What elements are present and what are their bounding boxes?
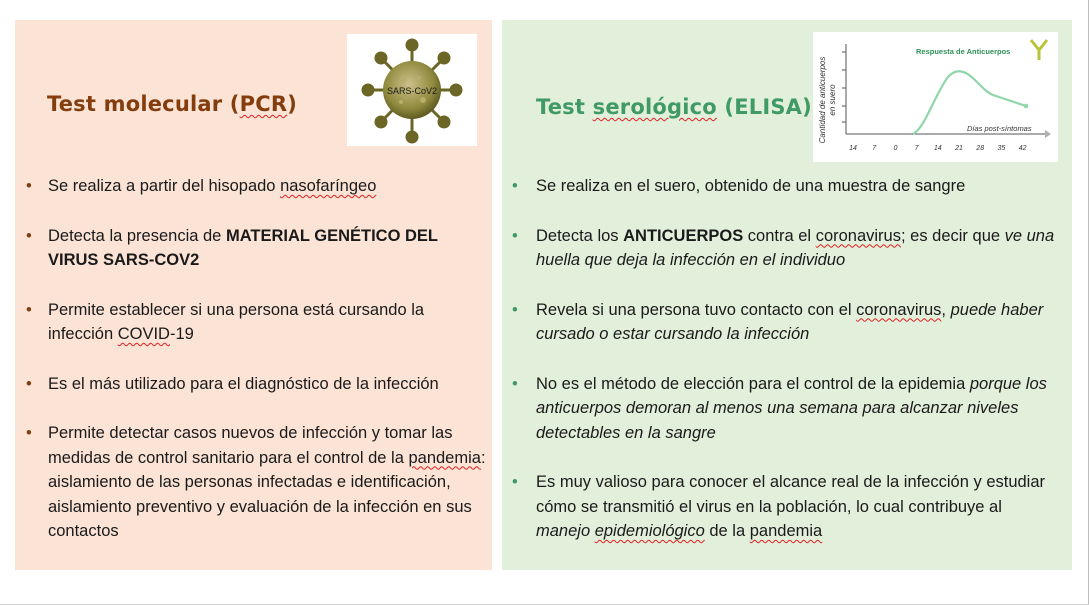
virus-label: SARS-CoV2 — [386, 86, 438, 96]
pcr-title — [47, 92, 297, 116]
elisa-bullet-list — [512, 174, 1057, 544]
chart-x-tick-label: 7 — [914, 145, 919, 152]
bullet-dot-icon: • — [512, 473, 518, 491]
sars-cov2-virus-image — [347, 34, 477, 146]
bullet-dot-icon: • — [26, 226, 32, 245]
chart-title: Respuesta de Anticuerpos — [916, 47, 1011, 56]
bullet-dot-icon: • — [26, 300, 32, 319]
bullet-dot-icon: • — [26, 177, 32, 195]
chart-x-tick-label: 35 — [997, 145, 1006, 152]
pcr-bullet-2: • Detecta la presencia de MATERIAL GENÉTICO DEL VIRUS SARS-COV2 — [26, 224, 486, 273]
chart-x-tick-labels — [849, 145, 1026, 152]
pcr-bullet-4: • Es el más utilizado para el diagnóstico de la infección — [26, 372, 486, 397]
chart-x-tick-label: 42 — [1018, 145, 1027, 152]
bullet-dot-icon: • — [26, 374, 32, 393]
curve-end-point — [1024, 104, 1029, 109]
bullet-dot-icon: • — [512, 226, 518, 245]
bullet-dot-icon: • — [26, 424, 32, 442]
chart-x-tick-label: 14 — [849, 145, 857, 152]
pcr-bullet-5: • Permite detectar casos nuevos de infección y tomar las medidas de control sanitario para el control de la pandemia: aislamiento de las personas infectadas e identificación, aislamiento preventivo y evaluación de la infección en sus contactos — [26, 421, 486, 544]
x-axis-arrow-icon — [1045, 130, 1051, 138]
pcr-bullet-list — [26, 174, 486, 544]
chart-ylabel-line2: en suero — [828, 84, 837, 116]
bullet-dot-icon: • — [512, 177, 518, 195]
antibody-response-chart — [813, 32, 1058, 162]
elisa-bullet-1: • Se realiza en el suero, obtenido de una muestra de sangre — [512, 174, 1057, 199]
pcr-bullet-1: • Se realiza a partir del hisopado nasofaríngeo — [26, 174, 486, 199]
pcr-title-acronym: PCR — [239, 92, 288, 116]
elisa-bullet-5: • Es muy valioso para conocer el alcance real de la infección y estudiar cómo se transmitió el virus en la población, lo cual contribuye al manejo epidemiológico de la pandemia — [512, 470, 1057, 544]
bullet-dot-icon: • — [512, 300, 518, 319]
bullet-dot-icon: • — [512, 374, 518, 393]
elisa-bullet-4: • No es el método de elección para el control de la epidemia porque los anticuerpos demoran al menos una semana para alcanzar niveles detectables en la sangre — [512, 372, 1057, 446]
chart-x-tick-label: 7 — [872, 145, 877, 152]
elisa-bullet-2: • Detecta los ANTICUERPOS contra el coronavirus; es decir que ve una huella que deja la infección en el individuo — [512, 224, 1057, 273]
virus-icon — [347, 34, 477, 146]
pcr-title-suffix: ) — [287, 92, 298, 116]
chart-x-tick-label: 21 — [955, 145, 963, 152]
elisa-bullet-3: • Revela si una persona tuvo contacto con el coronavirus, puede haber cursado o estar cursando la infección — [512, 298, 1057, 347]
chart-xlabel: Días post-síntomas — [967, 124, 1032, 133]
pcr-bullet-3: • Permite establecer si una persona está cursando la infección COVID-19 — [26, 298, 486, 347]
pcr-title-prefix: Test molecular ( — [47, 92, 240, 116]
chart-x-tick-label: 0 — [893, 145, 898, 152]
antibody-y-icon — [1031, 40, 1047, 60]
chart-x-tick-label: 28 — [976, 145, 985, 152]
chart-x-tick-label: 14 — [933, 145, 942, 152]
elisa-title: Test serológico (ELISA) — [536, 95, 812, 119]
chart-ylabel-line1: Cantidad de anticuerpos — [818, 56, 827, 144]
